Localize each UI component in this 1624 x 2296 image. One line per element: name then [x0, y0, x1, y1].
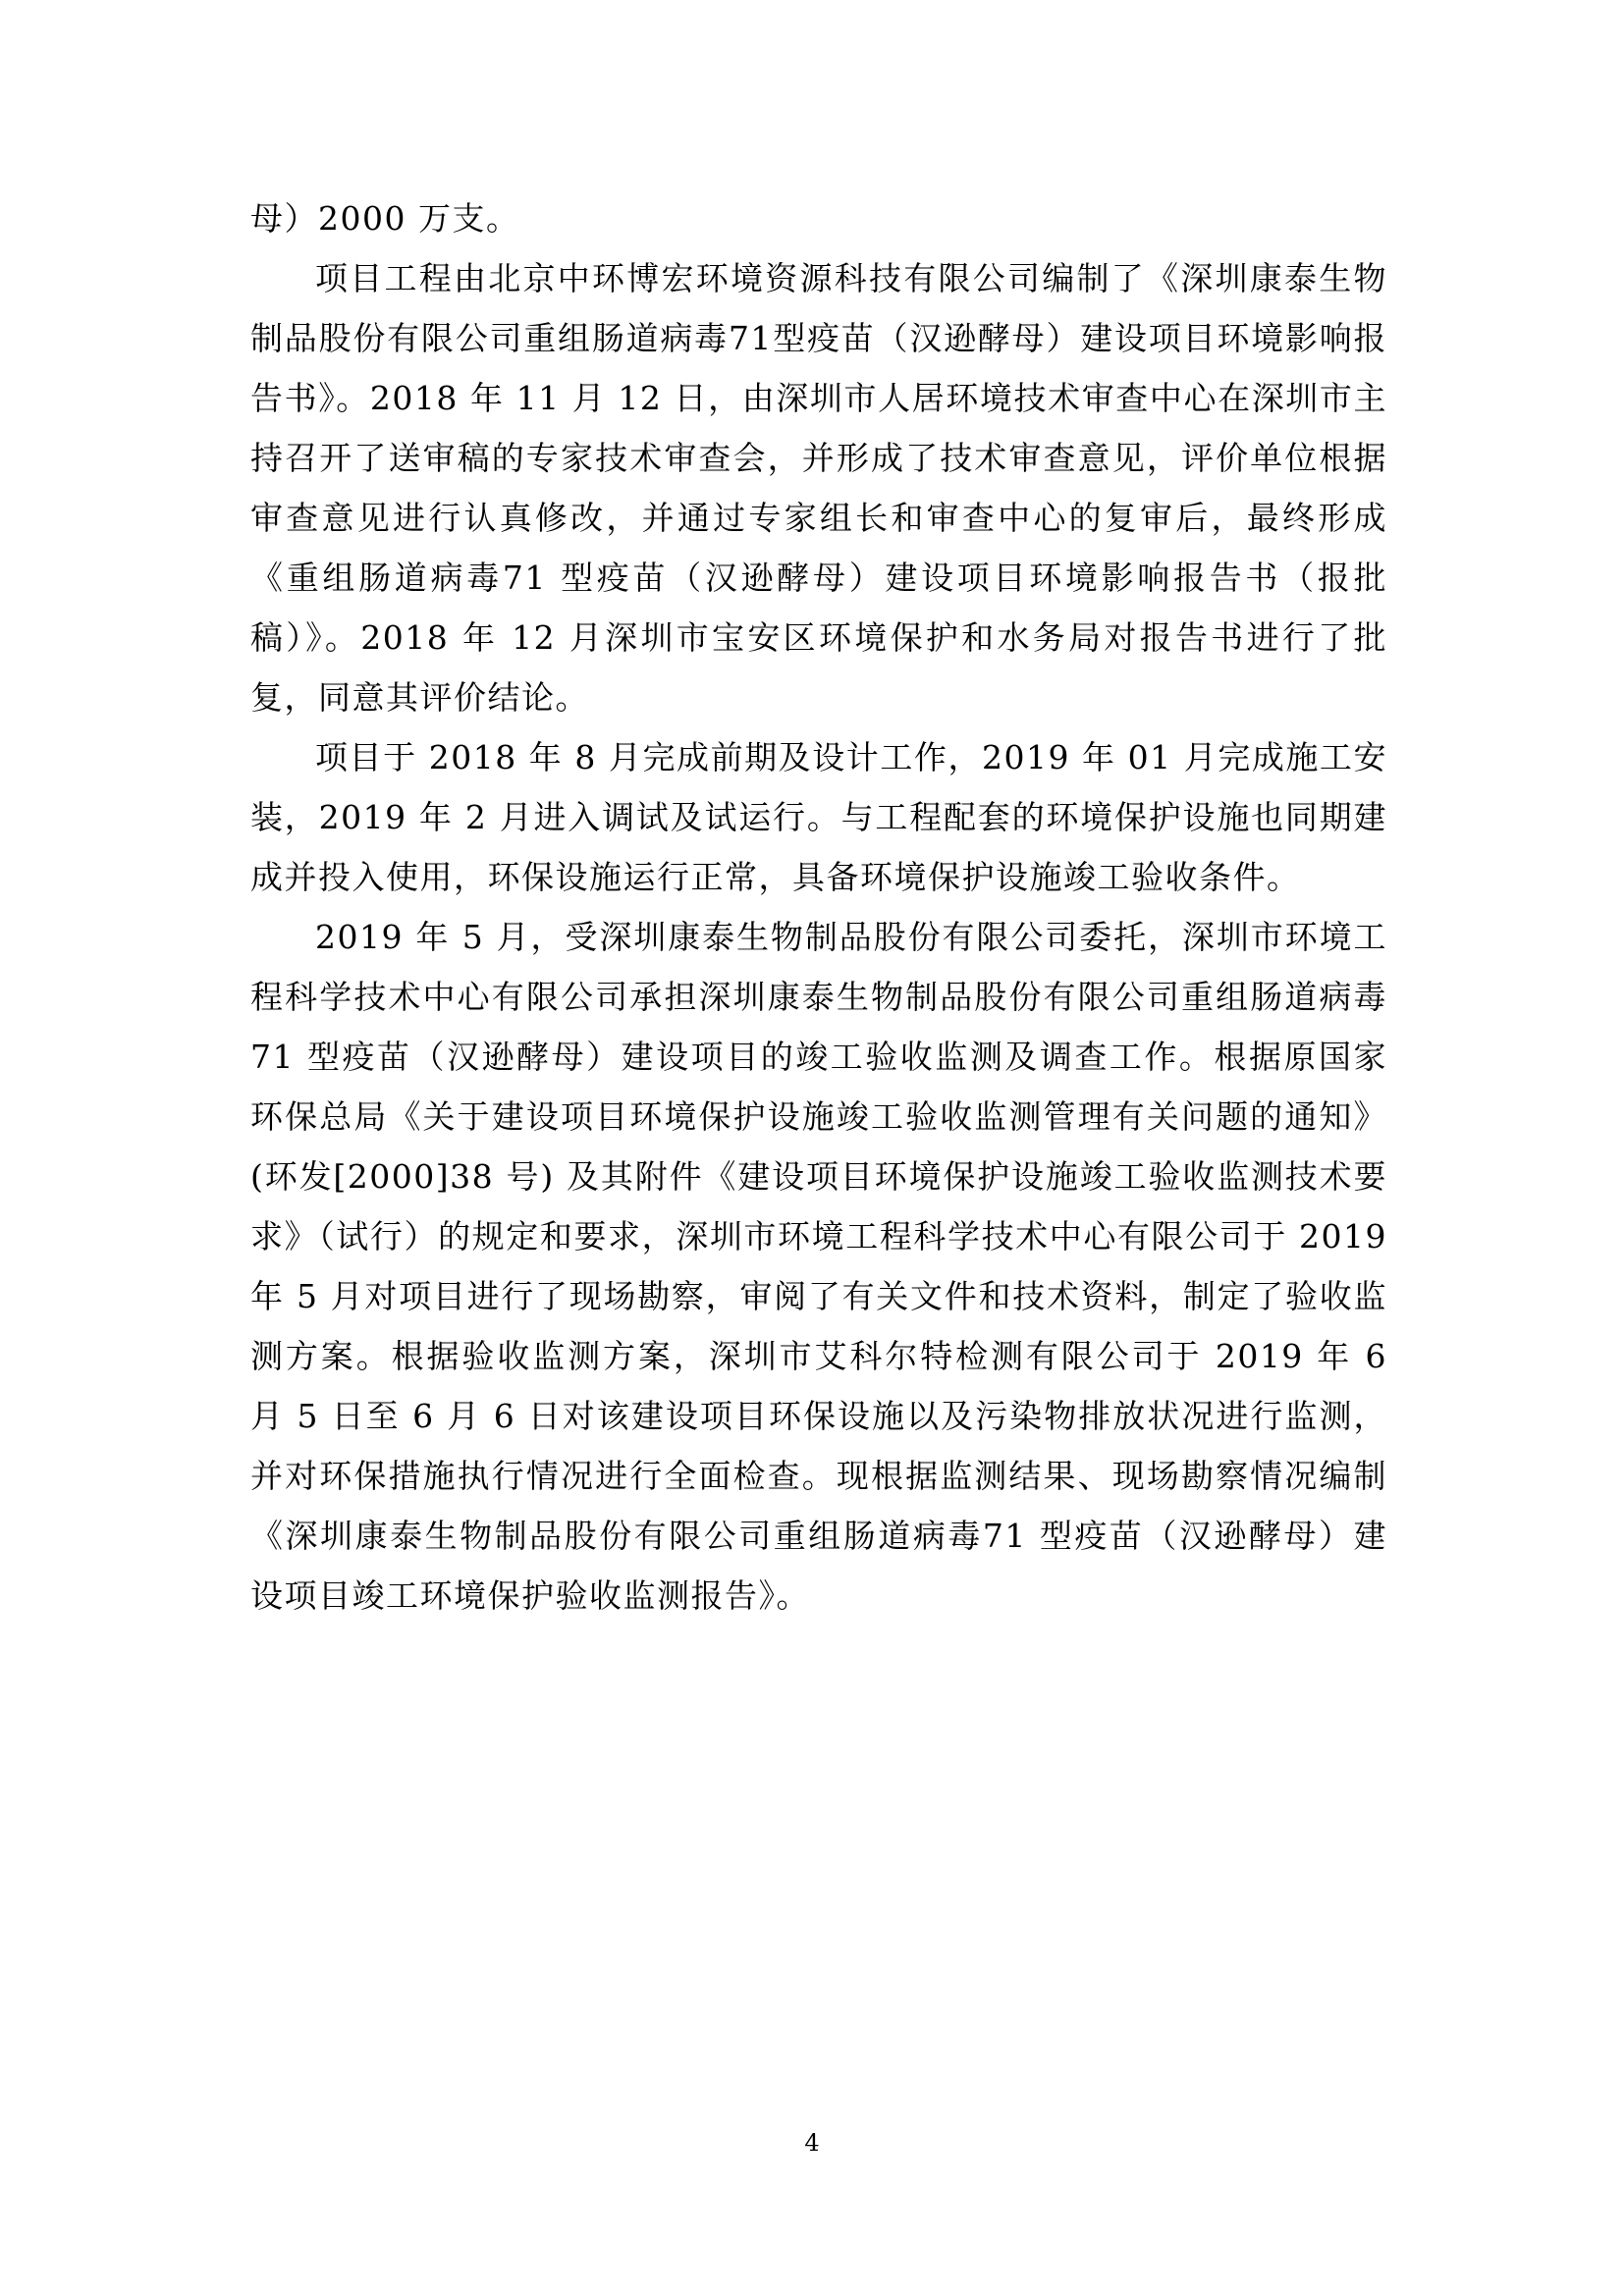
document-body: [250, 188, 1387, 1626]
paragraph-construction-timeline: 项目于 2018 年 8 月完成前期及设计工作，2019 年 01 月完成施工安装，2019 年 2 月进入调试及试运行。与工程配套的环境保护设施也同期建成并投入使用，环保设施运行正常，具备环境保护设施竣工验收条件。: [250, 738, 1387, 896]
page-number: 4: [804, 2129, 820, 2157]
paragraph-eia-report: 项目工程由北京中环博宏环境资源科技有限公司编制了《深圳康泰生物制品股份有限公司重组肠道病毒71型疫苗（汉逊酵母）建设项目环境影响报告书》。2018 年 11 月 12 日，由深圳市人居环境技术审查中心在深圳市主持召开了送审稿的专家技术审查会，并形成了技术审查意见，评价单位根据审查意见进行认真修改，并通过专家组长和审查中心的复审后，最终形成《重组肠道病毒71 型疫苗（汉逊酵母）建设项目环境影响报告书（报批稿）》。2018 年 12 月深圳市宝安区环境保护和水务局对报告书进行了批复，同意其评价结论。: [250, 259, 1387, 717]
paragraph-continuation: 母）2000 万支。: [250, 199, 520, 238]
paragraph-acceptance-monitoring: 2019 年 5 月，受深圳康泰生物制品股份有限公司委托，深圳市环境工程科学技术中心有限公司承担深圳康泰生物制品股份有限公司重组肠道病毒 71 型疫苗（汉逊酵母）建设项目的竣工验收监测及调查工作。根据原国家环保总局《关于建设项目环境保护设施竣工验收监测管理有关问题的通知》(环发[2000]38 号) 及其附件《建设项目环境保护设施竣工验收监测技术要求》（试行）的规定和要求，深圳市环境工程科学技术中心有限公司于 2019 年 5 月对项目进行了现场勘察，审阅了有关文件和技术资料，制定了验收监测方案。根据验收监测方案，深圳市艾科尔特检测有限公司于 2019 年 6 月 5 日至 6 月 6 日对该建设项目环保设施以及污染物排放状况进行监测，并对环保措施执行情况进行全面检查。现根据监测结果、现场勘察情况编制《深圳康泰生物制品股份有限公司重组肠道病毒71 型疫苗（汉逊酵母）建设项目竣工环境保护验收监测报告》。: [250, 918, 1387, 1615]
